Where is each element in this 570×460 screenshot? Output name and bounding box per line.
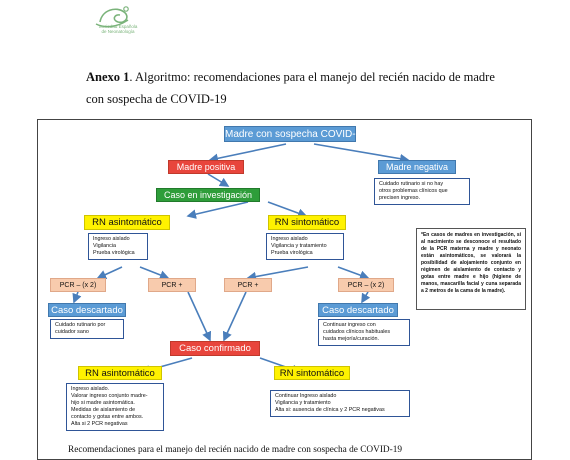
node-madre-sospecha: Madre con sospecha COVID-19* [224,126,356,142]
pcr-pos-right: PCR + [224,278,272,292]
madre-negativa-text: Cuidado rutinario si no hay otros problemas clínicos que precisen ingreso. [374,178,470,205]
annex-number: Anexo 1 [86,70,130,84]
node-caso-descartado-right: Caso descartado [318,303,398,317]
pcr-neg-right: PCR – (x 2) [338,278,394,292]
descartado-right-text: Continuar ingreso con cuidados clínicos habituales hasta mejoría/curación. [318,319,410,346]
rn-sintomatico-text: Ingreso aislado Vigilancia y tratamiento Prueba virológica [266,233,344,260]
figure-caption: Recomendaciones para el manejo del recién nacido de madre con sospecha de COVID-19 [68,445,403,455]
annex-heading: Anexo 1. Algoritmo: recomendaciones para el manejo del recién nacido de madre con sospecha de COVID-19 [86,70,495,106]
footnote-box: *En casos de madres en investigación, si al nacimiento se desconoce el resultado de la PCR materna y madre y neonato están asintomáticos, se valorará la posibilidad de alojamiento conjunto en régimen de aislamiento de contacto y gotas entre madre e hijo (higiene de manos, mascarilla facial y cuna separada a 2 metros de la cama de la madre). [416,228,526,310]
node-caso-investigacion: Caso en investigación [156,188,260,202]
node-caso-confirmado: Caso confirmado [170,341,260,356]
confirmado-asintomatico-text: Ingreso aislado. Valorar ingreso conjunto madre- hijo si madre asintomática. Medidas de aislamiento de contacto y gotas entre ambos. Alta si 2 PCR negativas [66,383,164,431]
node-rn-sintomatico: RN sintomático [268,215,346,230]
rn-asintomatico-text: Ingreso aislado Vigilancia Prueba virológica [88,233,148,260]
node-rn-asintomatico: RN asintomático [84,215,170,230]
node-confirmado-sintomatico: RN sintomático [274,366,350,380]
pcr-pos-left: PCR + [148,278,196,292]
node-confirmado-asintomatico: RN asintomático [78,366,162,380]
algorithm-figure [37,119,532,460]
logo-text: Sociedad Española de Neonatología [98,24,138,34]
descartado-left-text: Cuidado rutinario por cuidador sano [50,319,124,339]
pcr-neg-left: PCR – (x 2) [50,278,106,292]
node-caso-descartado-left: Caso descartado [48,303,126,317]
node-madre-positiva: Madre positiva [168,160,244,174]
confirmado-sintomatico-text: Continuar Ingreso aislado Vigilancia y tratamiento Alta si: ausencia de clínica y 2 PCR negativas [270,390,410,417]
node-madre-negativa: Madre negativa [378,160,456,174]
